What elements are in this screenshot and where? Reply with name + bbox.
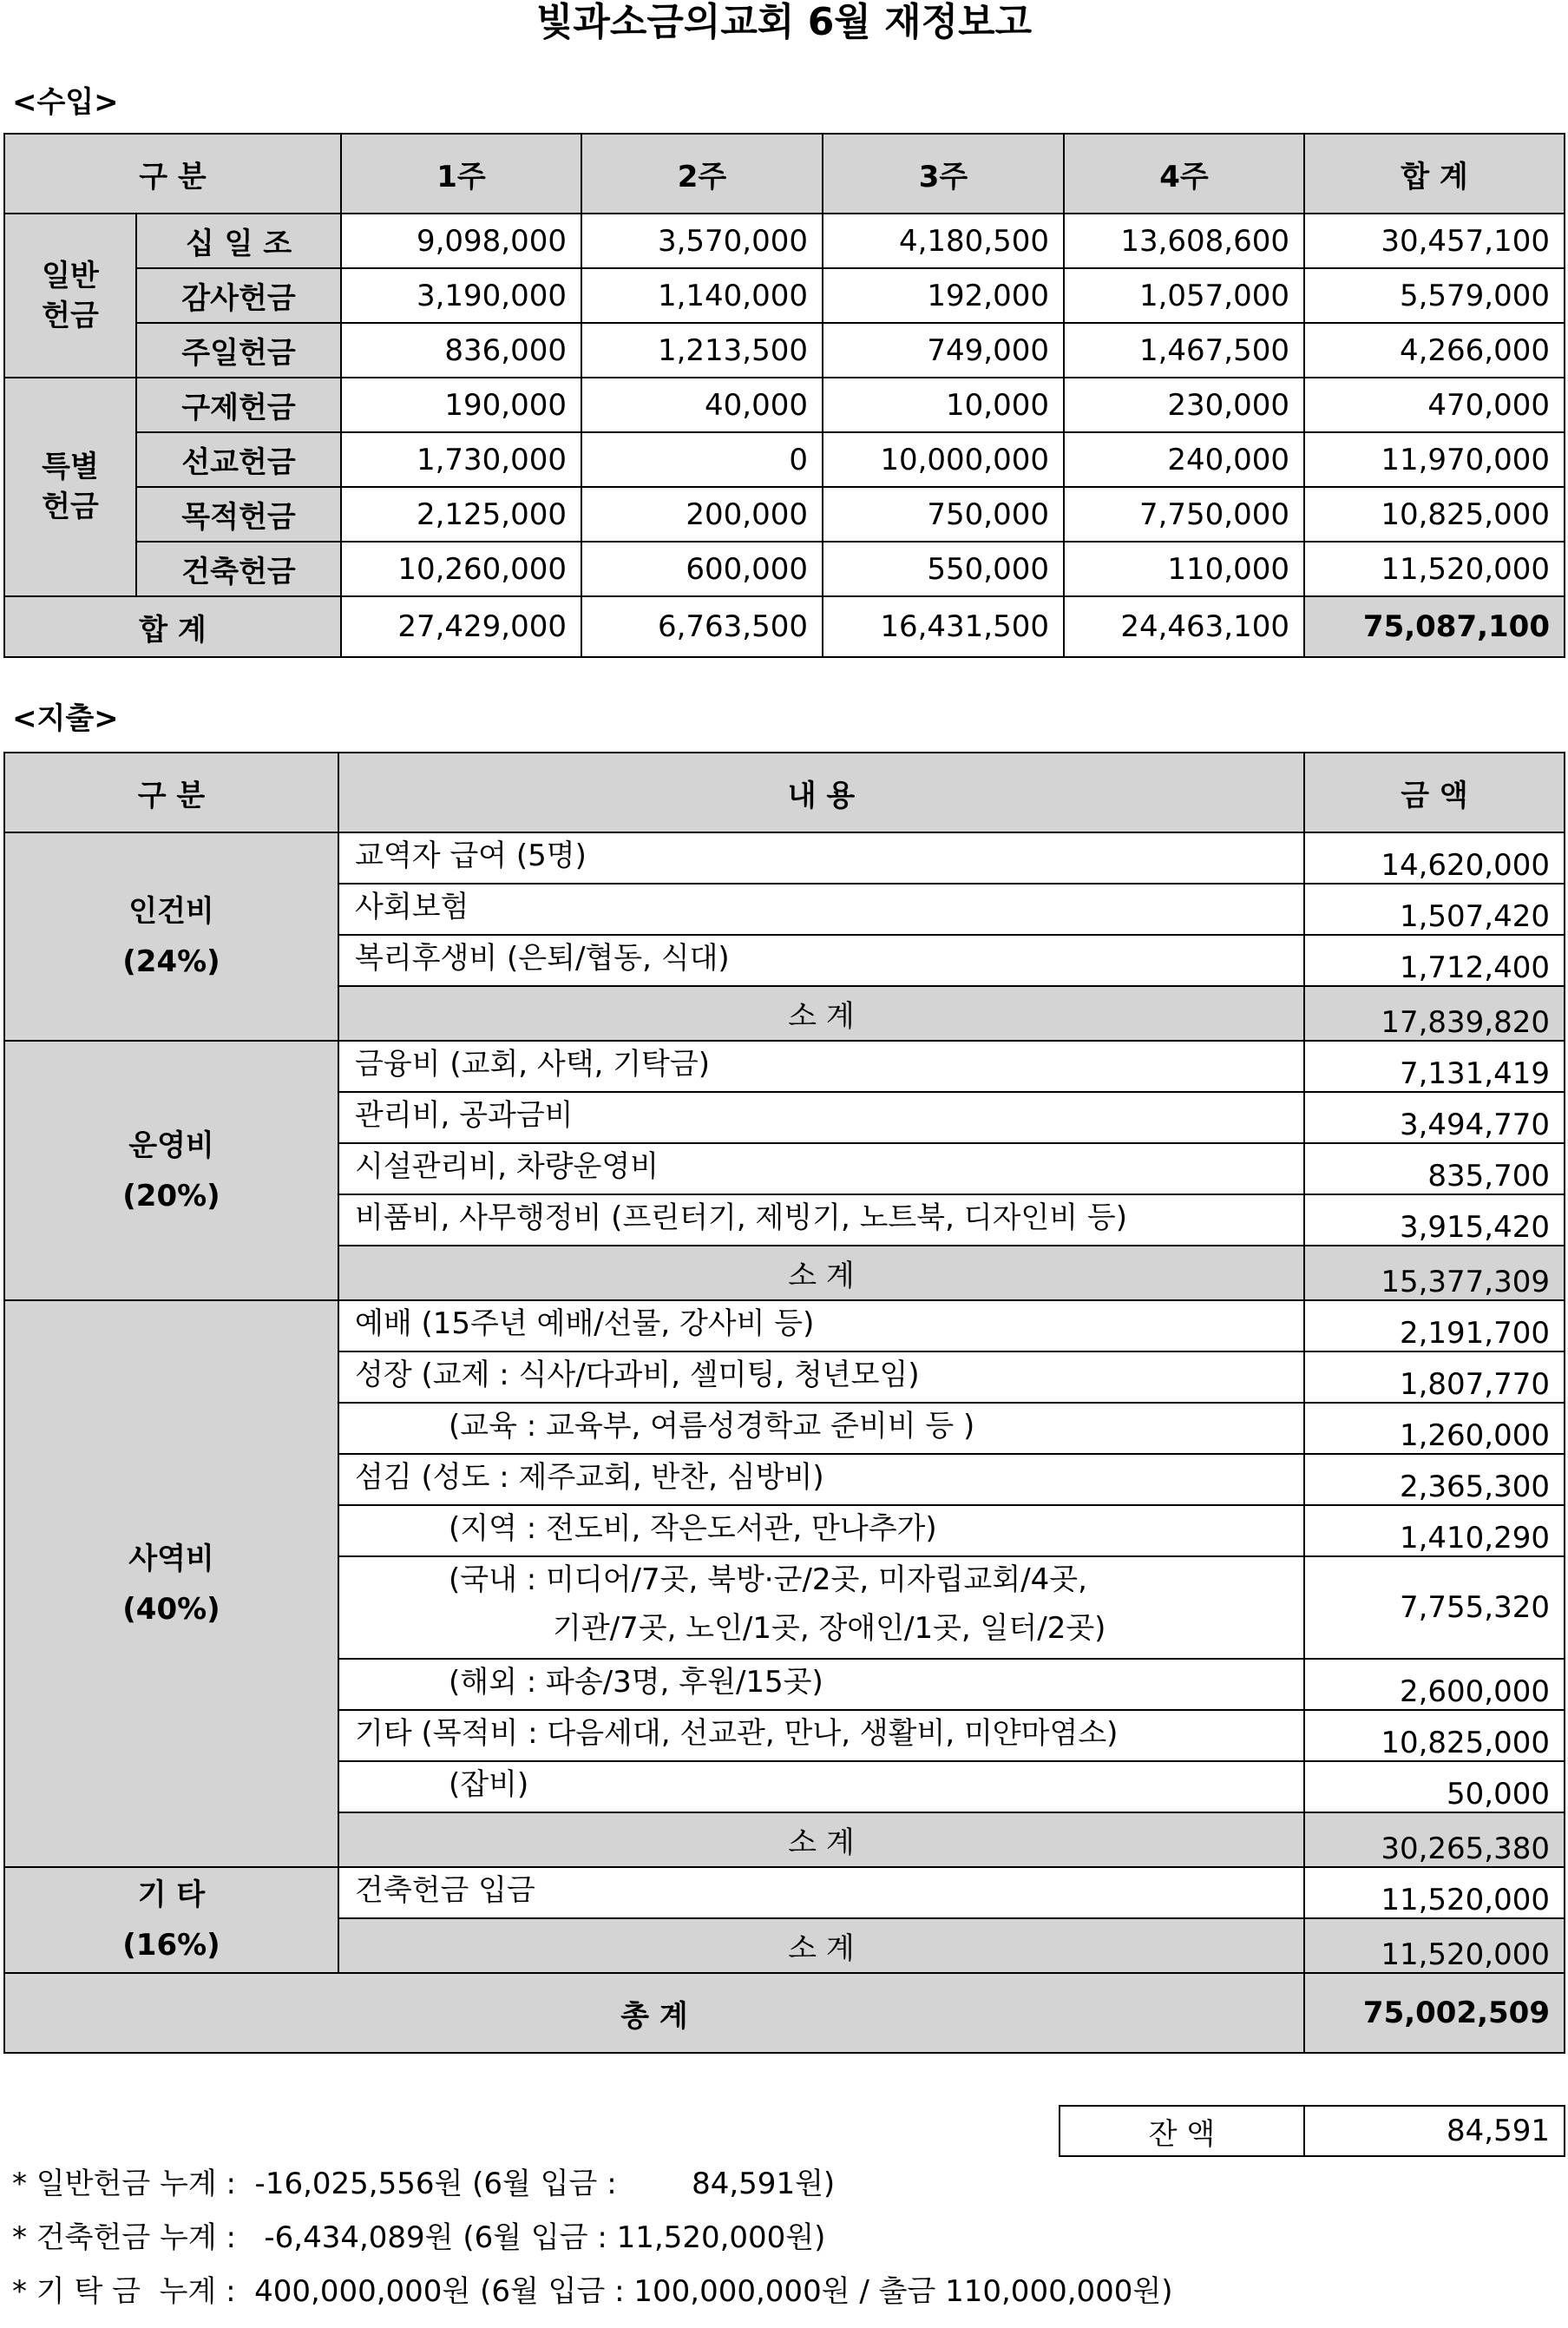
income-row xyxy=(4,268,1565,323)
income-row-name: 구제헌금 xyxy=(136,378,341,432)
expense-subtotal-amount: 11,520,000 xyxy=(1304,1918,1565,1973)
expense-item-text xyxy=(338,1351,1304,1403)
expense-item-amount: 2,365,300 xyxy=(1304,1454,1565,1505)
expense-item-amount: 7,131,419 xyxy=(1304,1041,1565,1092)
expense-item-line: 금융비 (교회, 사택, 기탁금) xyxy=(355,1047,711,1082)
income-cell: 1,057,000 xyxy=(1064,268,1304,323)
income-row-total: 470,000 xyxy=(1304,378,1565,432)
income-cell: 10,000 xyxy=(823,378,1064,432)
income-cell: 750,000 xyxy=(823,487,1064,542)
expense-item-amount: 3,915,420 xyxy=(1304,1194,1565,1246)
expense-subtotal-amount: 15,377,309 xyxy=(1304,1246,1565,1300)
income-sum-cell: 24,463,100 xyxy=(1064,596,1304,657)
expense-item-line: 기관/7곳, 노인/1곳, 장애인/1곳, 일터/2곳) xyxy=(553,1611,1106,1646)
expense-item-line: (교육 : 교육부, 여름성경학교 준비비 등 ) xyxy=(449,1409,975,1443)
balance-table xyxy=(1059,2105,1565,2157)
expense-item-line: (잡비) xyxy=(449,1767,529,1802)
expense-item-line: (해외 : 파송/3명, 후원/15곳) xyxy=(449,1665,823,1700)
income-cell: 230,000 xyxy=(1064,378,1304,432)
expense-item-amount: 14,620,000 xyxy=(1304,832,1565,884)
expense-grand-total-amount: 75,002,509 xyxy=(1304,1973,1565,2053)
income-row-name: 선교헌금 xyxy=(136,432,341,487)
expense-item-text xyxy=(338,1143,1304,1194)
income-section-label: <수입> xyxy=(12,85,119,120)
expense-item-amount: 10,825,000 xyxy=(1304,1710,1565,1761)
income-cell: 749,000 xyxy=(823,323,1064,378)
expense-item-amount: 3,494,770 xyxy=(1304,1092,1565,1143)
expense-group-label: 사역비 xyxy=(128,1541,214,1576)
income-row-total: 30,457,100 xyxy=(1304,214,1565,268)
expense-subtotal-amount: 17,839,820 xyxy=(1304,986,1565,1041)
income-row xyxy=(4,323,1565,378)
expense-item-amount: 1,507,420 xyxy=(1304,884,1565,935)
notes-block xyxy=(12,2167,1173,2328)
income-cell: 3,190,000 xyxy=(341,268,581,323)
income-group-label: 일반 헌금 xyxy=(4,214,136,378)
income-sum-cell: 27,429,000 xyxy=(341,596,581,657)
expense-item-amount: 1,712,400 xyxy=(1304,935,1565,986)
income-cell: 192,000 xyxy=(823,268,1064,323)
income-cell: 2,125,000 xyxy=(341,487,581,542)
income-row-total: 11,520,000 xyxy=(1304,542,1565,596)
expense-item-text xyxy=(338,832,1304,884)
income-row-total: 5,579,000 xyxy=(1304,268,1565,323)
income-row-total: 4,266,000 xyxy=(1304,323,1565,378)
income-table xyxy=(3,133,1565,658)
income-header-week: 2주 xyxy=(581,134,823,214)
income-grand-total: 75,087,100 xyxy=(1304,596,1565,657)
expense-group-pct: (24%) xyxy=(122,944,220,979)
expense-header-amount: 금 액 xyxy=(1304,753,1565,832)
income-row-name: 건축헌금 xyxy=(136,542,341,596)
income-header-week: 3주 xyxy=(823,134,1064,214)
expense-item-text xyxy=(338,1659,1304,1710)
income-row xyxy=(4,542,1565,596)
expense-row xyxy=(4,832,1565,884)
income-cell: 1,467,500 xyxy=(1064,323,1304,378)
expense-item-text xyxy=(338,1867,1304,1918)
income-cell: 110,000 xyxy=(1064,542,1304,596)
expense-item-line: 기타 (목적비 : 다음세대, 선교관, 만나, 생활비, 미얀마염소) xyxy=(355,1716,1119,1751)
expense-item-line: 관리비, 공과금비 xyxy=(355,1098,574,1133)
expense-item-line: 건축헌금 입금 xyxy=(355,1873,535,1908)
expense-item-line: 시설관리비, 차량운영비 xyxy=(355,1149,659,1184)
expense-table xyxy=(3,752,1565,2054)
expense-item-text xyxy=(338,1710,1304,1761)
expense-header-content: 내 용 xyxy=(338,753,1304,832)
expense-grand-total-label: 총 계 xyxy=(4,1973,1304,2053)
income-row-total: 10,825,000 xyxy=(1304,487,1565,542)
income-group-label: 특별 헌금 xyxy=(4,378,136,596)
balance-amount: 84,591 xyxy=(1304,2106,1565,2156)
expense-item-line: 예배 (15주년 예배/선물, 강사비 등) xyxy=(355,1306,815,1341)
income-row-name: 목적헌금 xyxy=(136,487,341,542)
expense-item-text xyxy=(338,1041,1304,1092)
expense-group xyxy=(4,1041,338,1300)
expense-group-label: 인건비 xyxy=(128,894,214,929)
page-title: 빛과소금의교회 6월 재정보고 xyxy=(535,0,1033,44)
expense-item-text xyxy=(338,1194,1304,1246)
income-sum-label: 합 계 xyxy=(4,596,341,657)
expense-group xyxy=(4,1867,338,1973)
expense-item-line: (국내 : 미디어/7곳, 북방·군/2곳, 미자립교회/4곳, xyxy=(449,1562,1087,1597)
income-sum-cell: 6,763,500 xyxy=(581,596,823,657)
expense-item-text xyxy=(338,884,1304,935)
expense-item-text xyxy=(338,1454,1304,1505)
expense-item-line: 사회보험 xyxy=(355,890,469,924)
expense-item-line: 교역자 급여 (5명) xyxy=(355,838,587,873)
note-line: * 기 탁 금 누계 : 400,000,000원 (6월 입금 : 100,000,000원 / 출금 110,000,000원) xyxy=(12,2274,1173,2309)
expense-group-pct: (20%) xyxy=(122,1178,220,1213)
income-cell: 4,180,500 xyxy=(823,214,1064,268)
expense-item-text xyxy=(338,1556,1304,1659)
expense-item-amount: 11,520,000 xyxy=(1304,1867,1565,1918)
income-row xyxy=(4,432,1565,487)
income-header-week: 1주 xyxy=(341,134,581,214)
income-cell: 0 xyxy=(581,432,823,487)
income-header-category: 구 분 xyxy=(4,134,341,214)
income-cell: 1,140,000 xyxy=(581,268,823,323)
income-cell: 10,260,000 xyxy=(341,542,581,596)
income-cell: 10,000,000 xyxy=(823,432,1064,487)
expense-item-text xyxy=(338,1761,1304,1812)
income-row-name: 주일헌금 xyxy=(136,323,341,378)
expense-item-line: 복리후생비 (은퇴/협동, 식대) xyxy=(355,941,730,976)
income-row-total: 11,970,000 xyxy=(1304,432,1565,487)
note-line: * 일반헌금 누계 : -16,025,556원 (6월 입금 : 84,591원) xyxy=(12,2167,836,2201)
income-cell: 1,213,500 xyxy=(581,323,823,378)
income-cell: 40,000 xyxy=(581,378,823,432)
balance-label: 잔 액 xyxy=(1060,2106,1304,2156)
expense-section-label: <지출> xyxy=(12,701,119,736)
expense-item-line: 섬김 (성도 : 제주교회, 반찬, 심방비) xyxy=(355,1460,824,1495)
expense-item-line: 성장 (교제 : 식사/다과비, 셀미팅, 청년모임) xyxy=(355,1358,920,1392)
expense-group-pct: (40%) xyxy=(122,1591,220,1627)
expense-item-amount: 1,807,770 xyxy=(1304,1351,1565,1403)
income-cell: 13,608,600 xyxy=(1064,214,1304,268)
expense-item-text xyxy=(338,1403,1304,1454)
expense-item-amount: 2,600,000 xyxy=(1304,1659,1565,1710)
expense-item-text xyxy=(338,1092,1304,1143)
income-cell: 550,000 xyxy=(823,542,1064,596)
expense-group-label: 기 타 xyxy=(137,1878,206,1912)
expense-subtotal-label: 소 계 xyxy=(338,1918,1304,1973)
expense-item-line: 비품비, 사무행정비 (프린터기, 제빙기, 노트북, 디자인비 등) xyxy=(355,1200,1128,1235)
income-header-week: 4주 xyxy=(1064,134,1304,214)
income-row-name: 감사헌금 xyxy=(136,268,341,323)
income-cell: 3,570,000 xyxy=(581,214,823,268)
income-row xyxy=(4,378,1565,432)
expense-item-amount: 50,000 xyxy=(1304,1761,1565,1812)
expense-item-amount: 1,260,000 xyxy=(1304,1403,1565,1454)
income-row-name: 십 일 조 xyxy=(136,214,341,268)
expense-item-amount: 835,700 xyxy=(1304,1143,1565,1194)
income-cell: 190,000 xyxy=(341,378,581,432)
expense-item-amount: 7,755,320 xyxy=(1304,1556,1565,1659)
expense-item-text xyxy=(338,935,1304,986)
expense-group xyxy=(4,832,338,1041)
expense-subtotal-amount: 30,265,380 xyxy=(1304,1812,1565,1867)
expense-subtotal-label: 소 계 xyxy=(338,1246,1304,1300)
expense-row xyxy=(4,1300,1565,1351)
expense-item-text xyxy=(338,1300,1304,1351)
expense-item-text xyxy=(338,1505,1304,1556)
expense-item-amount: 1,410,290 xyxy=(1304,1505,1565,1556)
income-sum-row xyxy=(4,596,1565,657)
expense-group-pct: (16%) xyxy=(122,1928,220,1963)
income-row xyxy=(4,487,1565,542)
income-header-total: 합 계 xyxy=(1304,134,1565,214)
income-cell: 200,000 xyxy=(581,487,823,542)
note-line: * 건축헌금 누계 : -6,434,089원 (6월 입금 : 11,520,000원) xyxy=(12,2220,826,2255)
expense-item-line: (지역 : 전도비, 작은도서관, 만나추가) xyxy=(449,1511,937,1546)
expense-subtotal-label: 소 계 xyxy=(338,986,1304,1041)
expense-subtotal-label: 소 계 xyxy=(338,1812,1304,1867)
income-sum-cell: 16,431,500 xyxy=(823,596,1064,657)
expense-group-label: 운영비 xyxy=(128,1128,214,1163)
expense-item-amount: 2,191,700 xyxy=(1304,1300,1565,1351)
income-cell: 836,000 xyxy=(341,323,581,378)
expense-grand-total-row xyxy=(4,1973,1565,2053)
income-cell: 240,000 xyxy=(1064,432,1304,487)
income-cell: 600,000 xyxy=(581,542,823,596)
income-cell: 9,098,000 xyxy=(341,214,581,268)
income-cell: 1,730,000 xyxy=(341,432,581,487)
expense-row xyxy=(4,1041,1565,1092)
income-cell: 7,750,000 xyxy=(1064,487,1304,542)
expense-header-category: 구 분 xyxy=(4,753,338,832)
expense-group xyxy=(4,1300,338,1867)
expense-row xyxy=(4,1867,1565,1918)
income-row xyxy=(4,214,1565,268)
